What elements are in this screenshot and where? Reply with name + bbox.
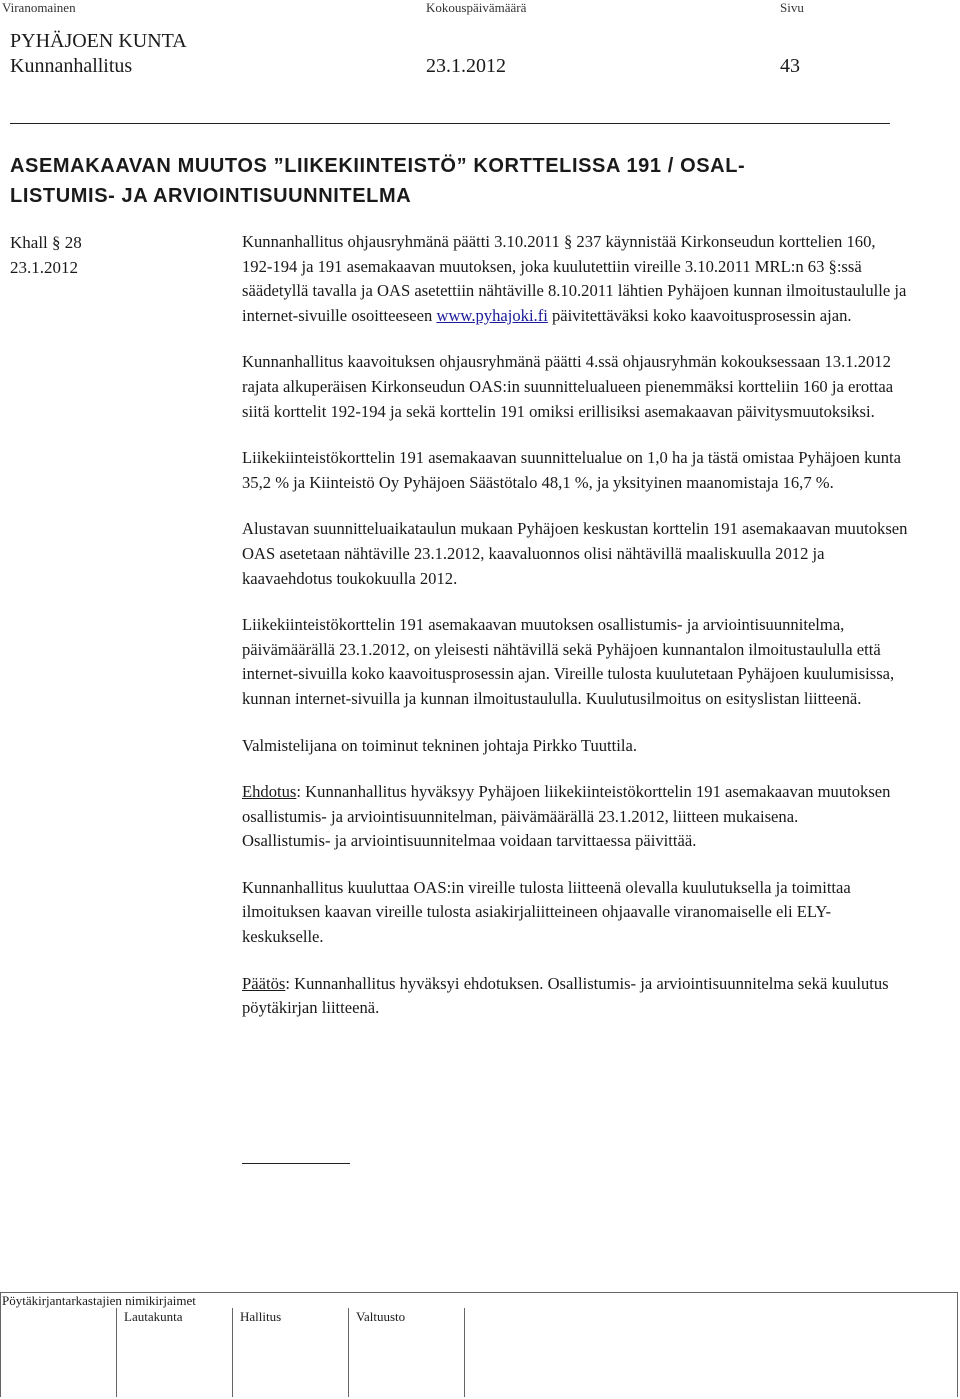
paragraph-5: Liikekiinteistökorttelin 191 asemakaavan muutoksen osallistumis- ja arviointisuunnitelma, päivämäärällä 23.1.2012, on yleisesti nähtävillä sekä Pyhäjoen kunnantalon ilmoitustaululla että internet-sivuilla koko kaavoitusprosessin ajan. Vireille tulosta kuulutetaan Pyhäjoen kuulumisissa, kunnan internet-sivuilla ja kunnan ilmoitustaululla. Kuulutusilmoitus on esityslistan liitteenä.: [242, 615, 895, 708]
proposal-label: Ehdotus: [242, 782, 297, 802]
paragraph-3: Liikekiinteistökorttelin 191 asemakaavan suunnittelualue on 1,0 ha ja tästä omistaa Pyhäjoen kunta 35,2 % ja Kiinteistö Oy Pyhäjoen Säästötalo 48,1 %, ja yksityinen maanomistaja 16,7 %.: [242, 448, 901, 492]
proposal-paragraph: [242, 780, 910, 854]
website-link[interactable]: www.pyhajoki.fi: [436, 305, 548, 325]
footer-divider-3: [348, 1308, 349, 1397]
footer-title: Pöytäkirjantarkastajien nimikirjaimet: [2, 1293, 196, 1308]
document-title-line-1: ASEMAKAAVAN MUUTOS ”LIIKEKIINTEISTÖ” KORTTELISSA 191 / OSAL-: [10, 155, 746, 177]
reference-date: 23.1.2012: [10, 258, 78, 277]
paragraph-8: Kunnanhallitus kuuluttaa OAS:in vireille tulosta liitteenä olevalla kuulutuksella ja toimittaa ilmoituksen kaavan vireille tulosta asiakirjaliitteineen ohjaavalle viranomaiselle eli ELY-keskukselle.: [242, 877, 851, 947]
reference-section-number: Khall § 28: [10, 233, 82, 252]
proposal-text-line-2: Osallistumis- ja arviointisuunnitelmaa voidaan tarvittaessa päivittää.: [242, 831, 697, 851]
footer-divider-2: [232, 1308, 233, 1397]
paragraph-1: [242, 230, 910, 328]
decision-paragraph: [242, 972, 910, 1021]
decision-text: : Kunnanhallitus hyväksyi ehdotuksen. Osallistumis- ja arviointisuunnitelma sekä kuulutus pöytäkirjan liitteenä.: [242, 973, 889, 1018]
paragraph-2: Kunnanhallitus kaavoituksen ohjausryhmänä päätti 4.ssä ohjausryhmän kokouksessaan 13.1.2012 rajata alkuperäisen Kirkonseudun OAS:in suunnittelualueen pienemmäksi kortteliin 160 ja erottaa siitä korttelit 192-194 ja sekä korttelin 191 omiksi erillisiksi asemakaavan päivitysmuutoksiksi.: [242, 352, 894, 421]
body-name: Kunnanhallitus: [10, 55, 133, 77]
decision-label: Päätös: [242, 973, 286, 993]
signature-line: [242, 1163, 350, 1164]
footer-col-board: Lautakunta: [124, 1309, 183, 1324]
header-page-label: Sivu: [780, 0, 804, 15]
footer-col-government: Hallitus: [240, 1309, 282, 1324]
footer-col-council: Valtuusto: [356, 1309, 406, 1324]
paragraph-4: Alustavan suunnitteluaikataulun mukaan Pyhäjoen keskustan korttelin 191 asemakaavan muutoksen OAS asetetaan nähtäville 23.1.2012, kaavaluonnos olisi nähtävillä maaliskuulla 2012 ja kaavaehdotus toukokuulla 2012.: [242, 519, 908, 588]
header-divider: [10, 123, 890, 124]
paragraph-1-tail: päivitettäväksi koko kaavoitusprosessin ajan.: [547, 305, 852, 325]
paragraph-6: Valmistelijana on toiminut tekninen johtaja Pirkko Tuuttila.: [242, 735, 637, 755]
paragraph-1-text: Kunnanhallitus ohjausryhmänä päätti 3.10.2011 § 237 käynnistää Kirkonseudun korttelien 160, 192-194 ja 191 asemakaavan muutoksen, joka kuulutettiin vireille 3.10.2011 MRL:n 63 §:ssä säädetyllä tavalla ja OAS asetettiin nähtäville 8.10.2011 lähtien Pyhäjoen kunnan ilmoitustaululle ja internet-sivuille osoitteeseen: [242, 232, 907, 325]
header-meeting-date-label: Kokouspäivämäärä: [426, 0, 527, 15]
document-title-line-2: LISTUMIS- JA ARVIOINTISUUNNITELMA: [10, 185, 412, 207]
page-number: 43: [780, 55, 800, 77]
document-title: [10, 151, 910, 211]
organization-name: PYHÄJOEN KUNTA: [10, 30, 187, 52]
meeting-date: 23.1.2012: [426, 55, 506, 77]
header-authority-label: Viranomainen: [2, 0, 76, 15]
proposal-text: : Kunnanhallitus hyväksyy Pyhäjoen liikekiinteistökorttelin 191 asemakaavan muutoksen osallistumis- ja arviointisuunnitelman, päivämäärällä 23.1.2012, liitteen mukaisena.: [242, 782, 891, 826]
footer-divider-1: [116, 1308, 117, 1397]
document-body: [242, 230, 910, 1043]
footer-divider-4: [464, 1308, 465, 1397]
